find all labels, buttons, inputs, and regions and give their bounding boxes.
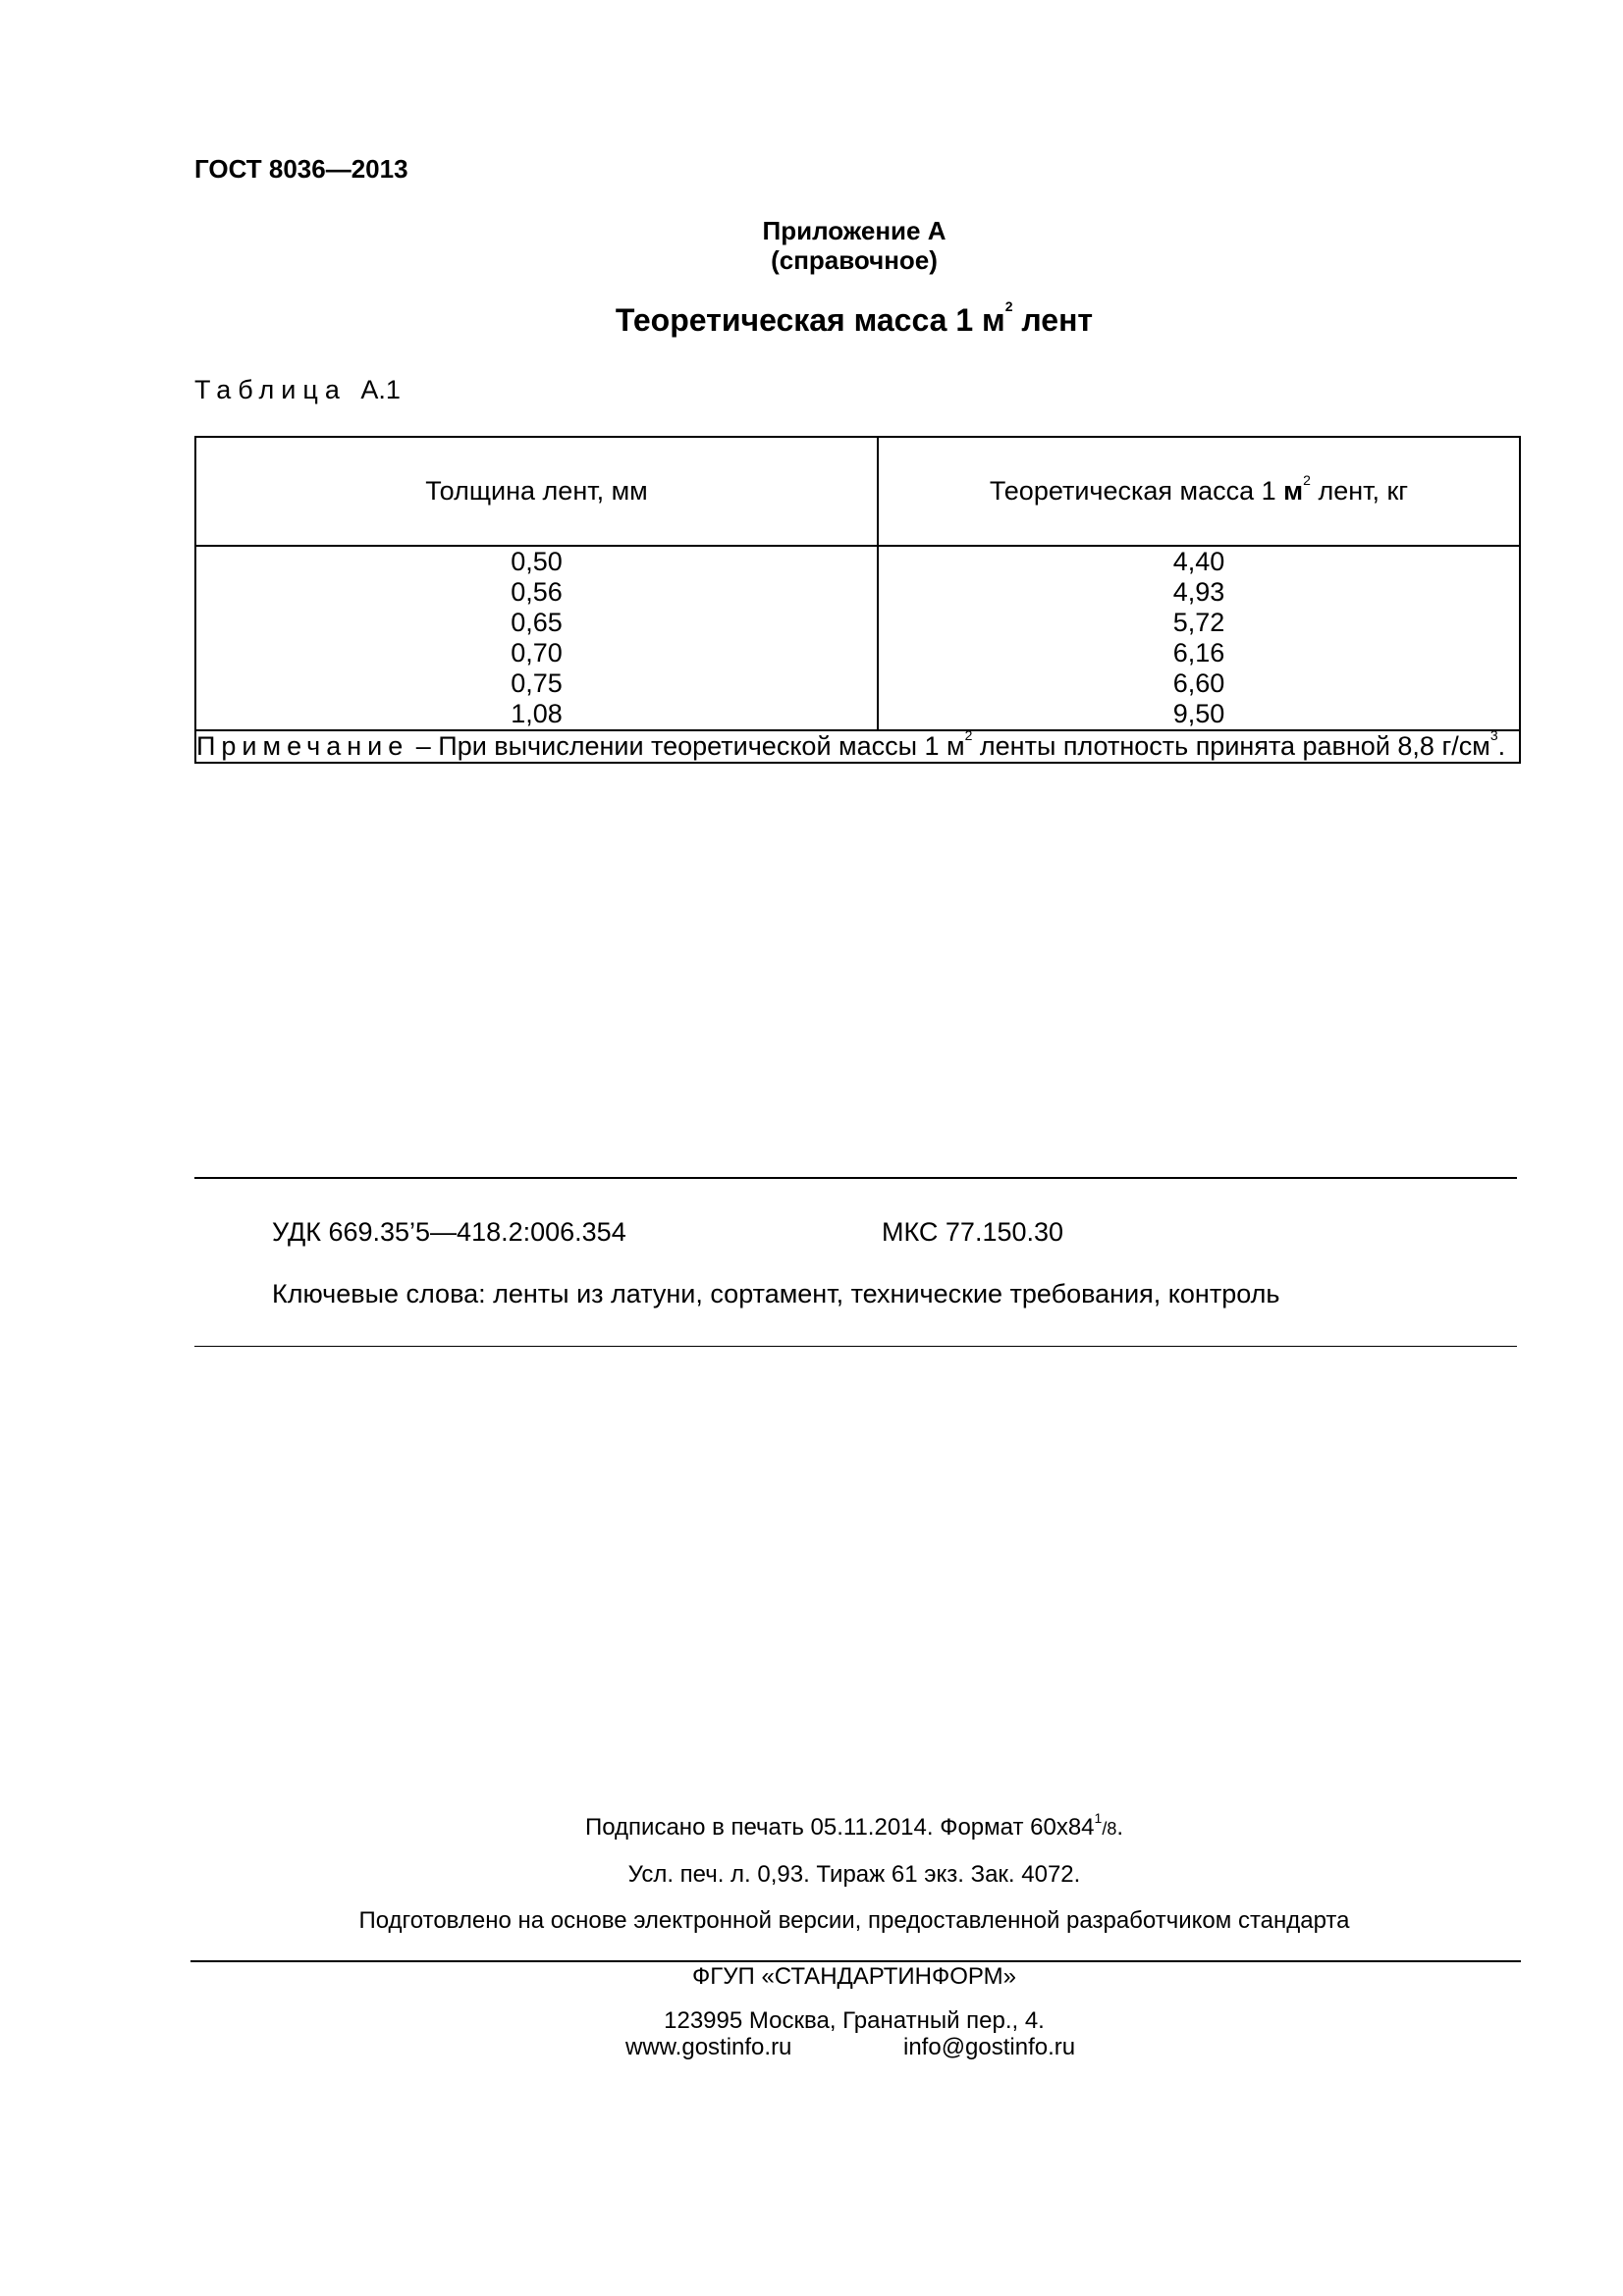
col-header-mass [878,437,1520,546]
divider-imprint [190,1960,1521,1962]
imprint-format-sup: 1 [1094,1810,1103,1826]
table-note [195,727,1520,763]
imprint-line1: Подписано в печать 05.11.2014. Формат 60x84 [584,1814,1095,1841]
note-sup-1: 2 [964,727,973,743]
col2-header-prefix: Теоретическая масса 1 [989,476,1284,506]
note-text-2: ленты плотность принята равной 8,8 г/см [972,731,1490,761]
table-label-word: Таблица [194,375,347,404]
note-text-1: – При вычислении теоретической массы 1 м [408,731,965,761]
heading-suffix: лент [1012,302,1094,338]
imprint-print-date [0,1810,1623,1842]
divider-bottom [194,1346,1517,1347]
table-label-number: А.1 [360,375,401,404]
mass-values [878,546,1520,730]
col2-header-sup: 2 [1303,472,1311,488]
note-sup-2: 3 [1489,727,1498,743]
appendix-title: Приложение А [762,216,947,245]
table-cell: 5,72 [1172,608,1225,637]
appendix-heading [0,298,1623,339]
mks-code: МКС 77.150.30 [882,1217,1064,1247]
udk-code: УДК 669.35’5—418.2:006.354 [272,1217,626,1247]
table-cell: 4,40 [1172,547,1225,576]
table-cell: 1,08 [511,699,563,728]
publisher-address: 123995 Москва, Гранатный пер., 4. [664,2007,1045,2034]
table-cell: 9,50 [1172,699,1225,728]
table-header-row [195,437,1520,546]
divider-top [194,1177,1517,1179]
table-label [194,375,401,405]
table-cell: 6,16 [1172,638,1225,667]
table-cell: 0,70 [511,638,563,667]
imprint-source-note: Подготовлено на основе электронной версии, предоставленной разработчиком стандарта [358,1907,1350,1934]
table-cell: 0,56 [511,577,563,607]
heading-text: Теоретическая масса 1 м [615,302,1005,338]
table-cell: 4,93 [1172,577,1225,607]
note-end: . [1497,731,1506,761]
keywords: Ключевые слова: ленты из латуни, сортамент, технические требования, контроль [272,1279,1280,1308]
table-note-row [195,730,1520,763]
appendix-subtitle: (справочное) [771,245,938,275]
col-header-thickness: Толщина лент, мм [195,437,878,546]
imprint-line1-end: . [1116,1814,1123,1841]
col2-header-suffix: лент, кг [1310,476,1409,506]
col2-header-bold: м [1283,476,1304,506]
publisher-website[interactable]: www.gostinfo.ru [625,2034,792,2060]
heading-sup: 2 [1004,298,1013,314]
table-values-row [195,546,1520,730]
table-cell: 0,75 [511,668,563,698]
table-cell: 0,50 [511,547,563,576]
publisher-email[interactable]: info@gostinfo.ru [903,2034,1076,2060]
standard-id: ГОСТ 8036—2013 [194,154,408,184]
publisher-name: ФГУП «СТАНДАРТИНФОРМ» [692,1963,1016,1990]
mass-table [194,436,1521,764]
imprint-print-details: Усл. печ. л. 0,93. Тираж 61 экз. Зак. 4072. [627,1861,1081,1888]
imprint-format-sub: /8 [1102,1819,1117,1839]
note-label: Примечание [196,731,409,761]
table-cell: 6,60 [1172,668,1225,698]
table-cell: 0,65 [511,608,563,637]
thickness-values [195,546,878,730]
